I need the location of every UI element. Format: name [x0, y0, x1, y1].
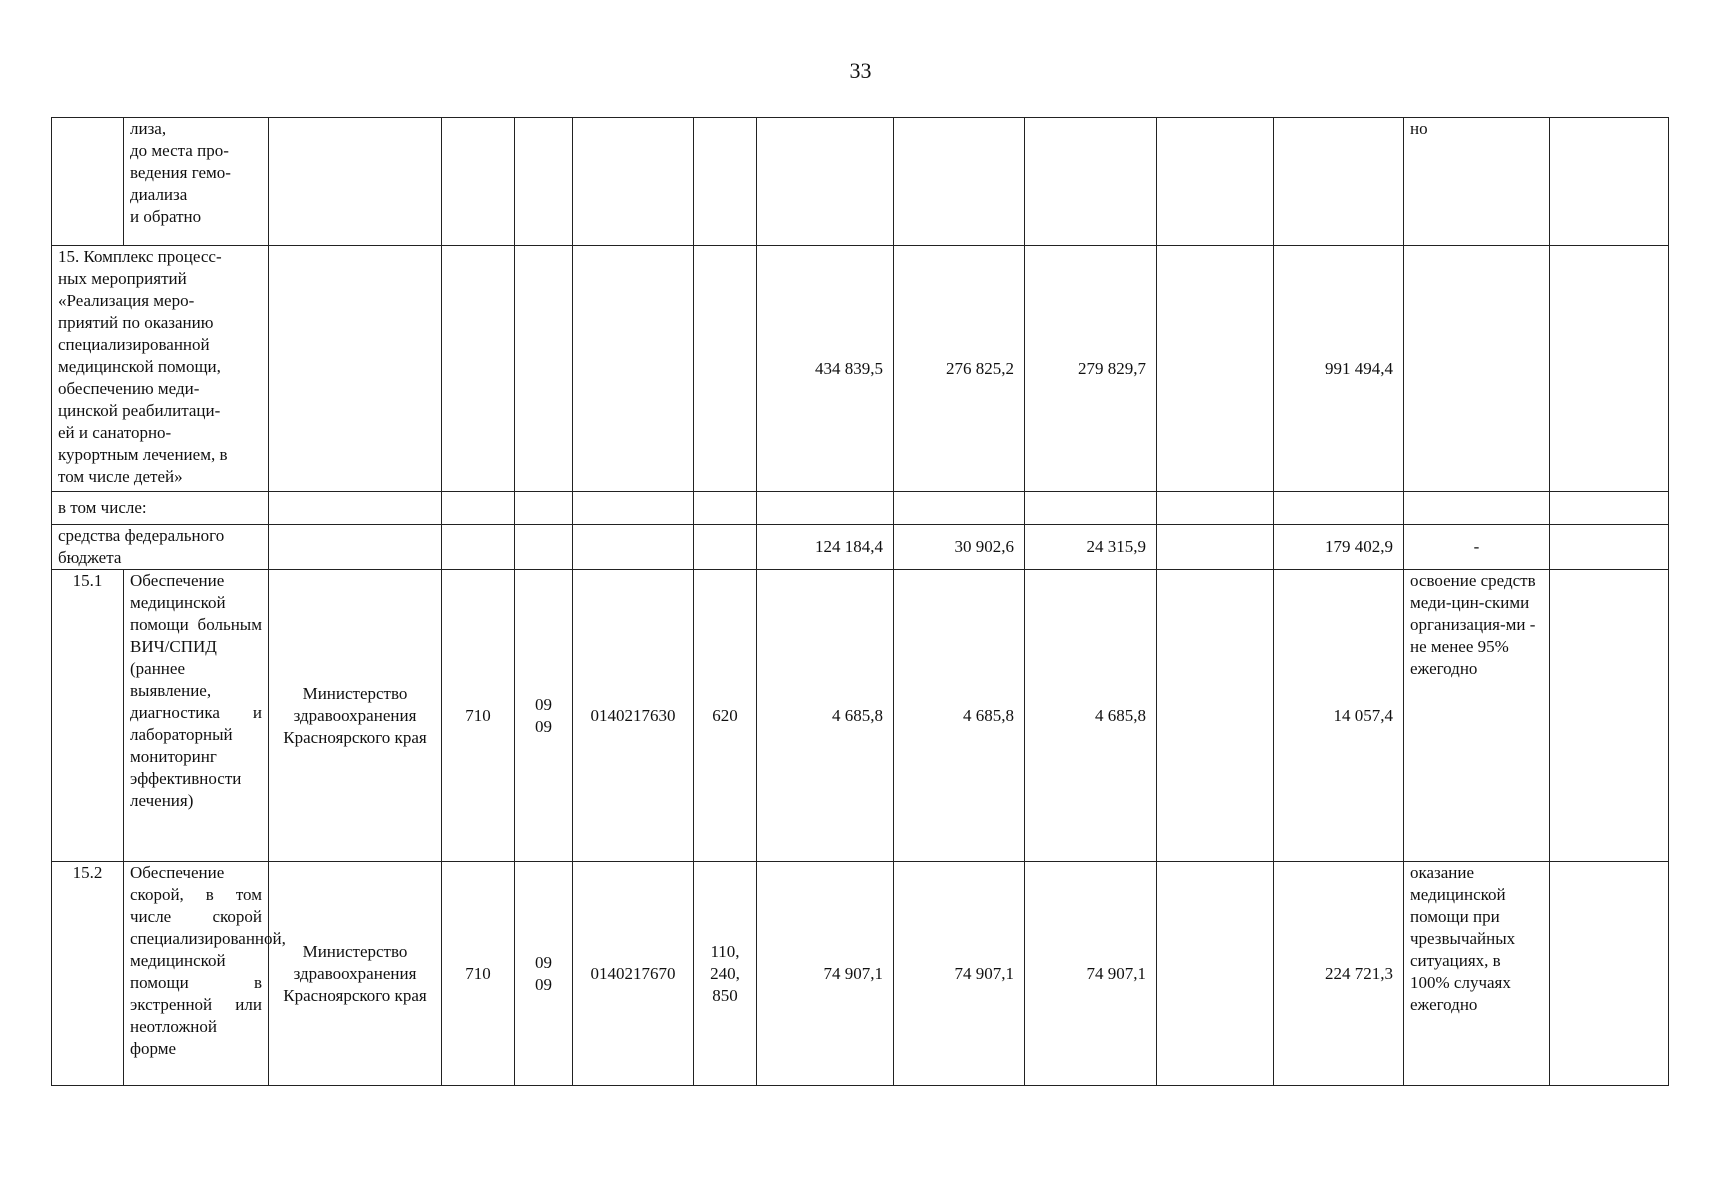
cell-total: 224 721,3 [1274, 862, 1404, 1086]
cell-csr [573, 246, 694, 492]
cell-grbs [442, 246, 515, 492]
cell-grbs [442, 118, 515, 246]
cell-empty [1157, 570, 1274, 862]
cell-extra [1550, 525, 1669, 570]
cell-year2 [894, 492, 1025, 525]
cell-total: 991 494,4 [1274, 246, 1404, 492]
cell-year3: 24 315,9 [1025, 525, 1157, 570]
cell-rzpr: 09 09 [515, 862, 573, 1086]
cell-extra [1550, 492, 1669, 525]
cell-result: - [1404, 525, 1550, 570]
cell-year1: 434 839,5 [757, 246, 894, 492]
cell-federal-label: средства федерального бюджета [52, 525, 269, 570]
table-row-continuation [52, 118, 1669, 246]
cell-result [1404, 246, 1550, 492]
cell-activity-name: Обеспечение скорой, в том числе скорой специализированной, медицинской помощи в экстренной или неотложной форме [124, 862, 269, 1086]
page-number: 33 [849, 58, 872, 83]
cell-year3 [1025, 492, 1157, 525]
cell-num: 15.1 [52, 570, 124, 862]
cell-result: но [1404, 118, 1550, 246]
cell-num: 15.2 [52, 862, 124, 1086]
cell-ministry [269, 525, 442, 570]
cell-year2: 74 907,1 [894, 862, 1025, 1086]
cell-grbs: 710 [442, 862, 515, 1086]
cell-grbs [442, 492, 515, 525]
cell-result: освоение средств меди-цин-скими организация-ми - не менее 95% ежегодно [1404, 570, 1550, 862]
cell-year2: 276 825,2 [894, 246, 1025, 492]
cell-ministry [269, 118, 442, 246]
cell-rzpr [515, 246, 573, 492]
cell-year1 [757, 118, 894, 246]
cell-rzpr [515, 492, 573, 525]
cell-year3: 279 829,7 [1025, 246, 1157, 492]
cell-empty [1157, 118, 1274, 246]
cell-ministry: Министерство здравоохранения Красноярского края [269, 570, 442, 862]
cell-rzpr [515, 525, 573, 570]
cell-vr [694, 246, 757, 492]
cell-csr: 0140217670 [573, 862, 694, 1086]
cell-vr: 620 [694, 570, 757, 862]
cell-grbs: 710 [442, 570, 515, 862]
cell-extra [1550, 862, 1669, 1086]
cell-csr [573, 118, 694, 246]
cell-complex-name: 15. Комплекс процесс- ных мероприятий «Реализация меро- приятий по оказанию специализированной медицинской помощи, обеспечению меди- цинской реабилитаци- ей и санаторно- курортным лечением, в том числе детей» [52, 246, 269, 492]
cell-csr: 0140217630 [573, 570, 694, 862]
cell-total: 179 402,9 [1274, 525, 1404, 570]
cell-empty [1157, 862, 1274, 1086]
cell-empty [1157, 492, 1274, 525]
cell-grbs [442, 525, 515, 570]
cell-vr: 110, 240, 850 [694, 862, 757, 1086]
cell-csr [573, 492, 694, 525]
cell-total: 14 057,4 [1274, 570, 1404, 862]
cell-ministry [269, 246, 442, 492]
cell-activity-name: лиза, до места про- ведения гемо- диализа и обратно [124, 118, 269, 246]
cell-ministry [269, 492, 442, 525]
cell-year1: 74 907,1 [757, 862, 894, 1086]
cell-year2 [894, 118, 1025, 246]
table-row-15-1 [52, 570, 1669, 862]
cell-including-label: в том числе: [52, 492, 269, 525]
cell-total [1274, 492, 1404, 525]
cell-extra [1550, 246, 1669, 492]
cell-activity-name: Обеспечение медицинской помощи больным ВИЧ/СПИД (раннее выявление, диагностика и лабораторный мониторинг эффективности лечения) [124, 570, 269, 862]
cell-extra [1550, 570, 1669, 862]
table-row-complex-15 [52, 246, 1669, 492]
cell-result [1404, 492, 1550, 525]
cell-total [1274, 118, 1404, 246]
cell-num [52, 118, 124, 246]
cell-extra [1550, 118, 1669, 246]
cell-result: оказание медицинской помощи при чрезвычайных ситуациях, в 100% случаях ежегодно [1404, 862, 1550, 1086]
cell-year2: 4 685,8 [894, 570, 1025, 862]
cell-year1: 4 685,8 [757, 570, 894, 862]
table-row-including [52, 492, 1669, 525]
cell-year3: 74 907,1 [1025, 862, 1157, 1086]
cell-csr [573, 525, 694, 570]
cell-year1: 124 184,4 [757, 525, 894, 570]
cell-vr [694, 118, 757, 246]
cell-empty [1157, 246, 1274, 492]
cell-rzpr: 09 09 [515, 570, 573, 862]
program-activities-table [51, 117, 1669, 1086]
cell-year3: 4 685,8 [1025, 570, 1157, 862]
cell-year1 [757, 492, 894, 525]
cell-rzpr [515, 118, 573, 246]
cell-empty [1157, 525, 1274, 570]
cell-ministry: Министерство здравоохранения Красноярского края [269, 862, 442, 1086]
table-row-15-2 [52, 862, 1669, 1086]
cell-year3 [1025, 118, 1157, 246]
cell-vr [694, 492, 757, 525]
cell-vr [694, 525, 757, 570]
cell-year2: 30 902,6 [894, 525, 1025, 570]
table-row-federal-budget [52, 525, 1669, 570]
